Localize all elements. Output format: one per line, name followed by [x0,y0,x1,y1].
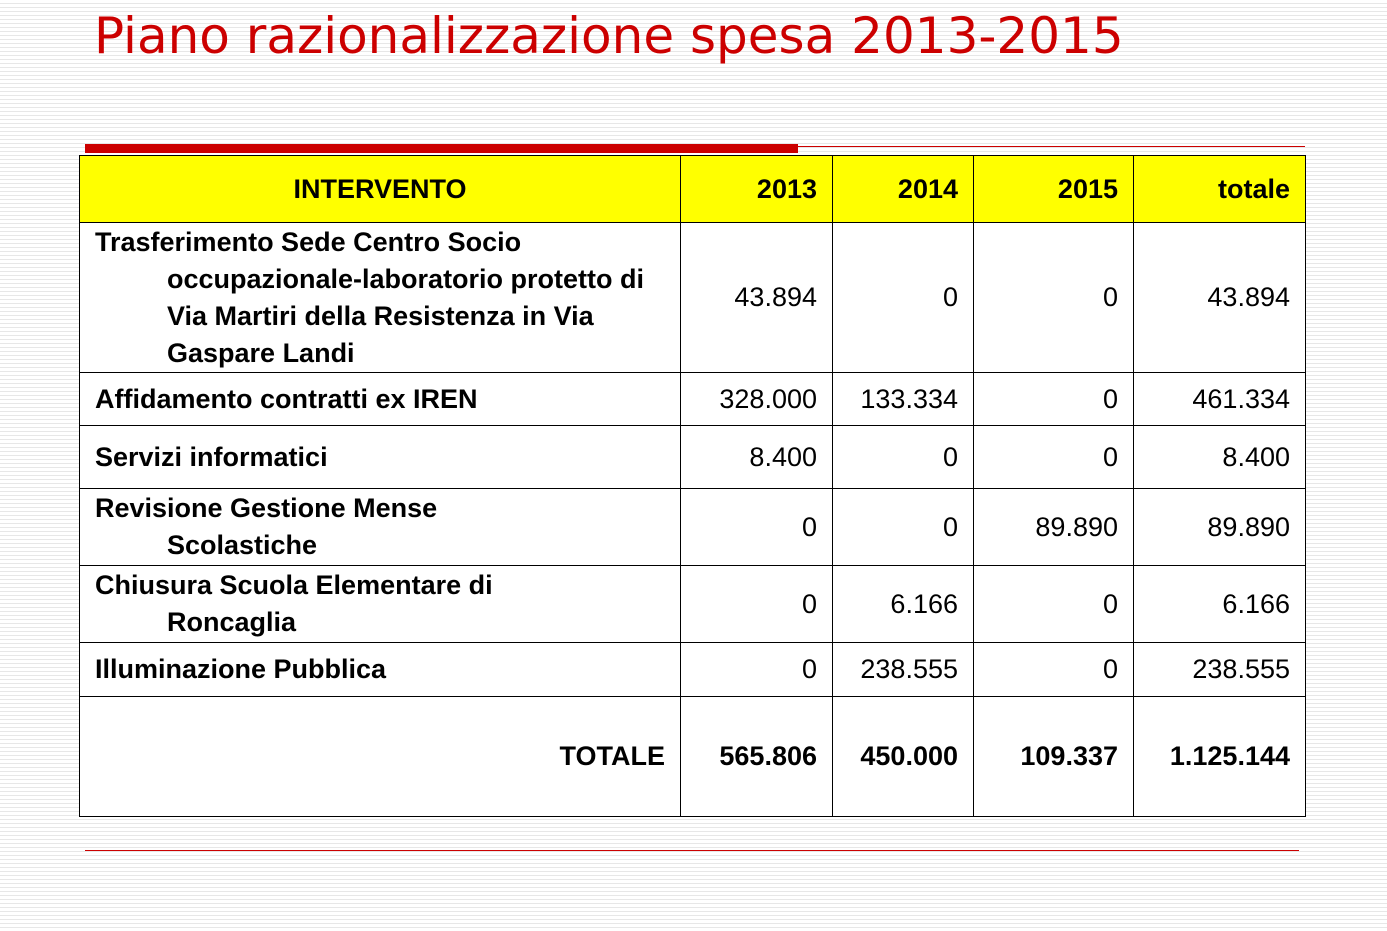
cell-totale: 461.334 [1134,373,1306,426]
cell-2013: 43.894 [681,223,833,373]
title-underline-thick [85,144,798,153]
cell-2014: 0 [833,426,974,489]
title-underline-thin [798,146,1305,147]
table-row [80,223,1306,373]
row-label-continuation: occupazionale-laboratorio protetto di Via Martiri della Resistenza in Via Gaspare Landi [167,263,645,368]
row-label-first-line: Affidamento contratti ex IREN [95,383,478,414]
table-header-row [80,156,1306,223]
cell-totale: 8.400 [1134,426,1306,489]
row-label [80,426,681,489]
cell-totale: 6.166 [1134,566,1306,643]
cell-2015: 0 [974,223,1134,373]
cell-2014: 0 [833,223,974,373]
row-label-first-line: Illuminazione Pubblica [95,654,387,684]
spending-table [79,155,1306,817]
total-2014: 450.000 [833,697,974,817]
cell-2014: 0 [833,489,974,566]
column-header-2015: 2015 [974,156,1134,223]
page-title: Piano razionalizzazione spesa 2013-2015 [94,7,1124,65]
cell-2015: 89.890 [974,489,1134,566]
table-row [80,373,1306,426]
table-row [80,643,1306,697]
row-label [80,489,681,566]
row-label-first-line: Chiusura Scuola Elementare di [95,570,493,600]
cell-2013: 0 [681,489,833,566]
cell-2013: 8.400 [681,426,833,489]
cell-totale: 43.894 [1134,223,1306,373]
cell-2013: 328.000 [681,373,833,426]
row-label [80,373,681,426]
cell-2015: 0 [974,643,1134,697]
row-label [80,643,681,697]
cell-2014: 6.166 [833,566,974,643]
cell-totale: 89.890 [1134,489,1306,566]
row-label-first-line: Revisione Gestione Mense [95,493,438,523]
cell-2015: 0 [974,566,1134,643]
row-label-first-line: Servizi informatici [95,441,328,472]
column-header-2014: 2014 [833,156,974,223]
row-label-continuation: Roncaglia [167,607,297,637]
cell-2015: 0 [974,426,1134,489]
row-label-continuation: Scolastiche [167,530,318,560]
column-header-intervento: INTERVENTO [80,156,681,223]
column-header-totale: totale [1134,156,1306,223]
row-label [80,223,681,373]
cell-2013: 0 [681,566,833,643]
cell-2014: 133.334 [833,373,974,426]
total-row [80,697,1306,817]
table-row [80,426,1306,489]
total-2013: 565.806 [681,697,833,817]
row-label-first-line: Trasferimento Sede Centro Socio [95,226,522,257]
row-label [80,566,681,643]
total-totale: 1.125.144 [1134,697,1306,817]
column-header-2013: 2013 [681,156,833,223]
cell-totale: 238.555 [1134,643,1306,697]
cell-2013: 0 [681,643,833,697]
cell-2014: 238.555 [833,643,974,697]
cell-2015: 0 [974,373,1134,426]
total-underline [85,850,1299,851]
table-row [80,566,1306,643]
total-2015: 109.337 [974,697,1134,817]
total-label: TOTALE [80,697,681,817]
table-row [80,489,1306,566]
